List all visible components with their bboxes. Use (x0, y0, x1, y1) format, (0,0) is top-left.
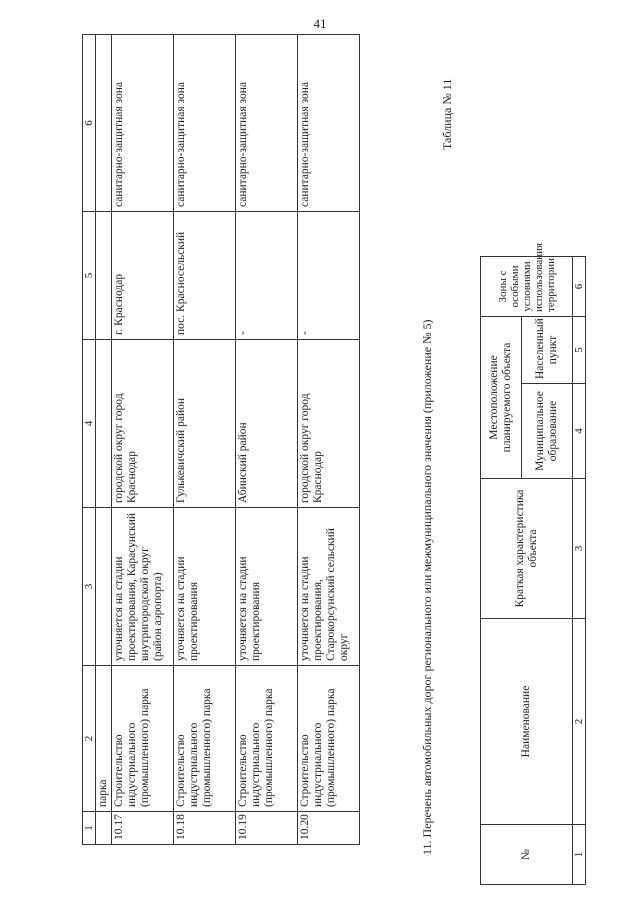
zone-cell: санитарно-защитная зона (174, 35, 236, 212)
municipality-cell: Абинский район (236, 340, 298, 508)
header-zones: Зоны с особыми условиями использования территории (481, 256, 573, 316)
continuation-row (96, 35, 112, 845)
column-number-row (573, 256, 586, 884)
column-number: 3 (83, 508, 96, 666)
table-label: Таблица № 11 (440, 78, 454, 150)
roads-table-header (480, 242, 586, 885)
header-location: Местоположение планируемого объекта (481, 316, 522, 478)
object-name: Строительство индустриального (промышленного) парка (236, 666, 298, 812)
object-description: уточняется на стадии проектирования, Карасунский внутригородской округ (район аэропорта) (112, 508, 174, 666)
municipality-cell: Гулькевичский район (174, 340, 236, 508)
table-cell (96, 340, 112, 508)
settlement-cell: - (236, 212, 298, 340)
column-number-row (83, 35, 96, 845)
header-row (481, 256, 522, 884)
object-name: Строительство индустриального (промышленного) парка (298, 666, 360, 812)
row-number: 10.19 (236, 812, 298, 845)
rotated-page-content (0, 25, 640, 895)
municipality-cell: городской округ город Краснодар (298, 340, 360, 508)
header-description: Краткая характеристика объекта (481, 479, 573, 619)
row-number: 10.18 (174, 812, 236, 845)
municipality-cell: городской округ город Краснодар (112, 340, 174, 508)
table-row (174, 35, 236, 845)
table-cell (96, 35, 112, 212)
column-number: 4 (573, 384, 586, 479)
table-cell (96, 508, 112, 666)
table-cell (96, 212, 112, 340)
object-description: уточняется на стадии проектирования, Старокорсунский сельский округ (298, 508, 360, 666)
settlement-cell: г. Краснодар (112, 212, 174, 340)
row-number: 10.20 (298, 812, 360, 845)
zone-cell: санитарно-защитная зона (298, 35, 360, 212)
object-description: уточняется на стадии проектирования (236, 508, 298, 666)
column-number: 5 (573, 316, 586, 383)
settlement-cell: пос. Красносельский (174, 212, 236, 340)
page-number: 41 (313, 16, 327, 31)
table-cell: парка (96, 666, 112, 812)
header-municipality: Муниципальное образование (522, 384, 573, 479)
table-row (298, 35, 360, 845)
header-num: № (481, 825, 573, 885)
table-row (236, 35, 298, 845)
column-number: 6 (573, 256, 586, 316)
section-caption: 11. Перечень автомобильных дорог регионального или межмуниципального значения (приложение № 5) (420, 319, 434, 855)
zone-cell: санитарно-защитная зона (112, 35, 174, 212)
column-number: 2 (573, 619, 586, 825)
table-cell (96, 812, 112, 845)
column-number: 2 (83, 666, 96, 812)
column-number: 4 (83, 340, 96, 508)
column-number: 3 (573, 479, 586, 619)
settlement-cell: - (298, 212, 360, 340)
objects-table (82, 34, 360, 845)
column-number: 6 (83, 35, 96, 212)
row-number: 10.17 (112, 812, 174, 845)
zone-cell: санитарно-защитная зона (236, 35, 298, 212)
object-description: уточняется на стадии проектирования (174, 508, 236, 666)
header-name: Наименование (481, 619, 573, 825)
table-row (112, 35, 174, 845)
object-name: Строительство индустриального (промышленного) парка (112, 666, 174, 812)
header-settlement: Населенный пункт (522, 316, 573, 383)
column-number: 1 (83, 812, 96, 845)
column-number: 1 (573, 825, 586, 885)
column-number: 5 (83, 212, 96, 340)
object-name: Строительство индустриального (промышленного) парка (174, 666, 236, 812)
